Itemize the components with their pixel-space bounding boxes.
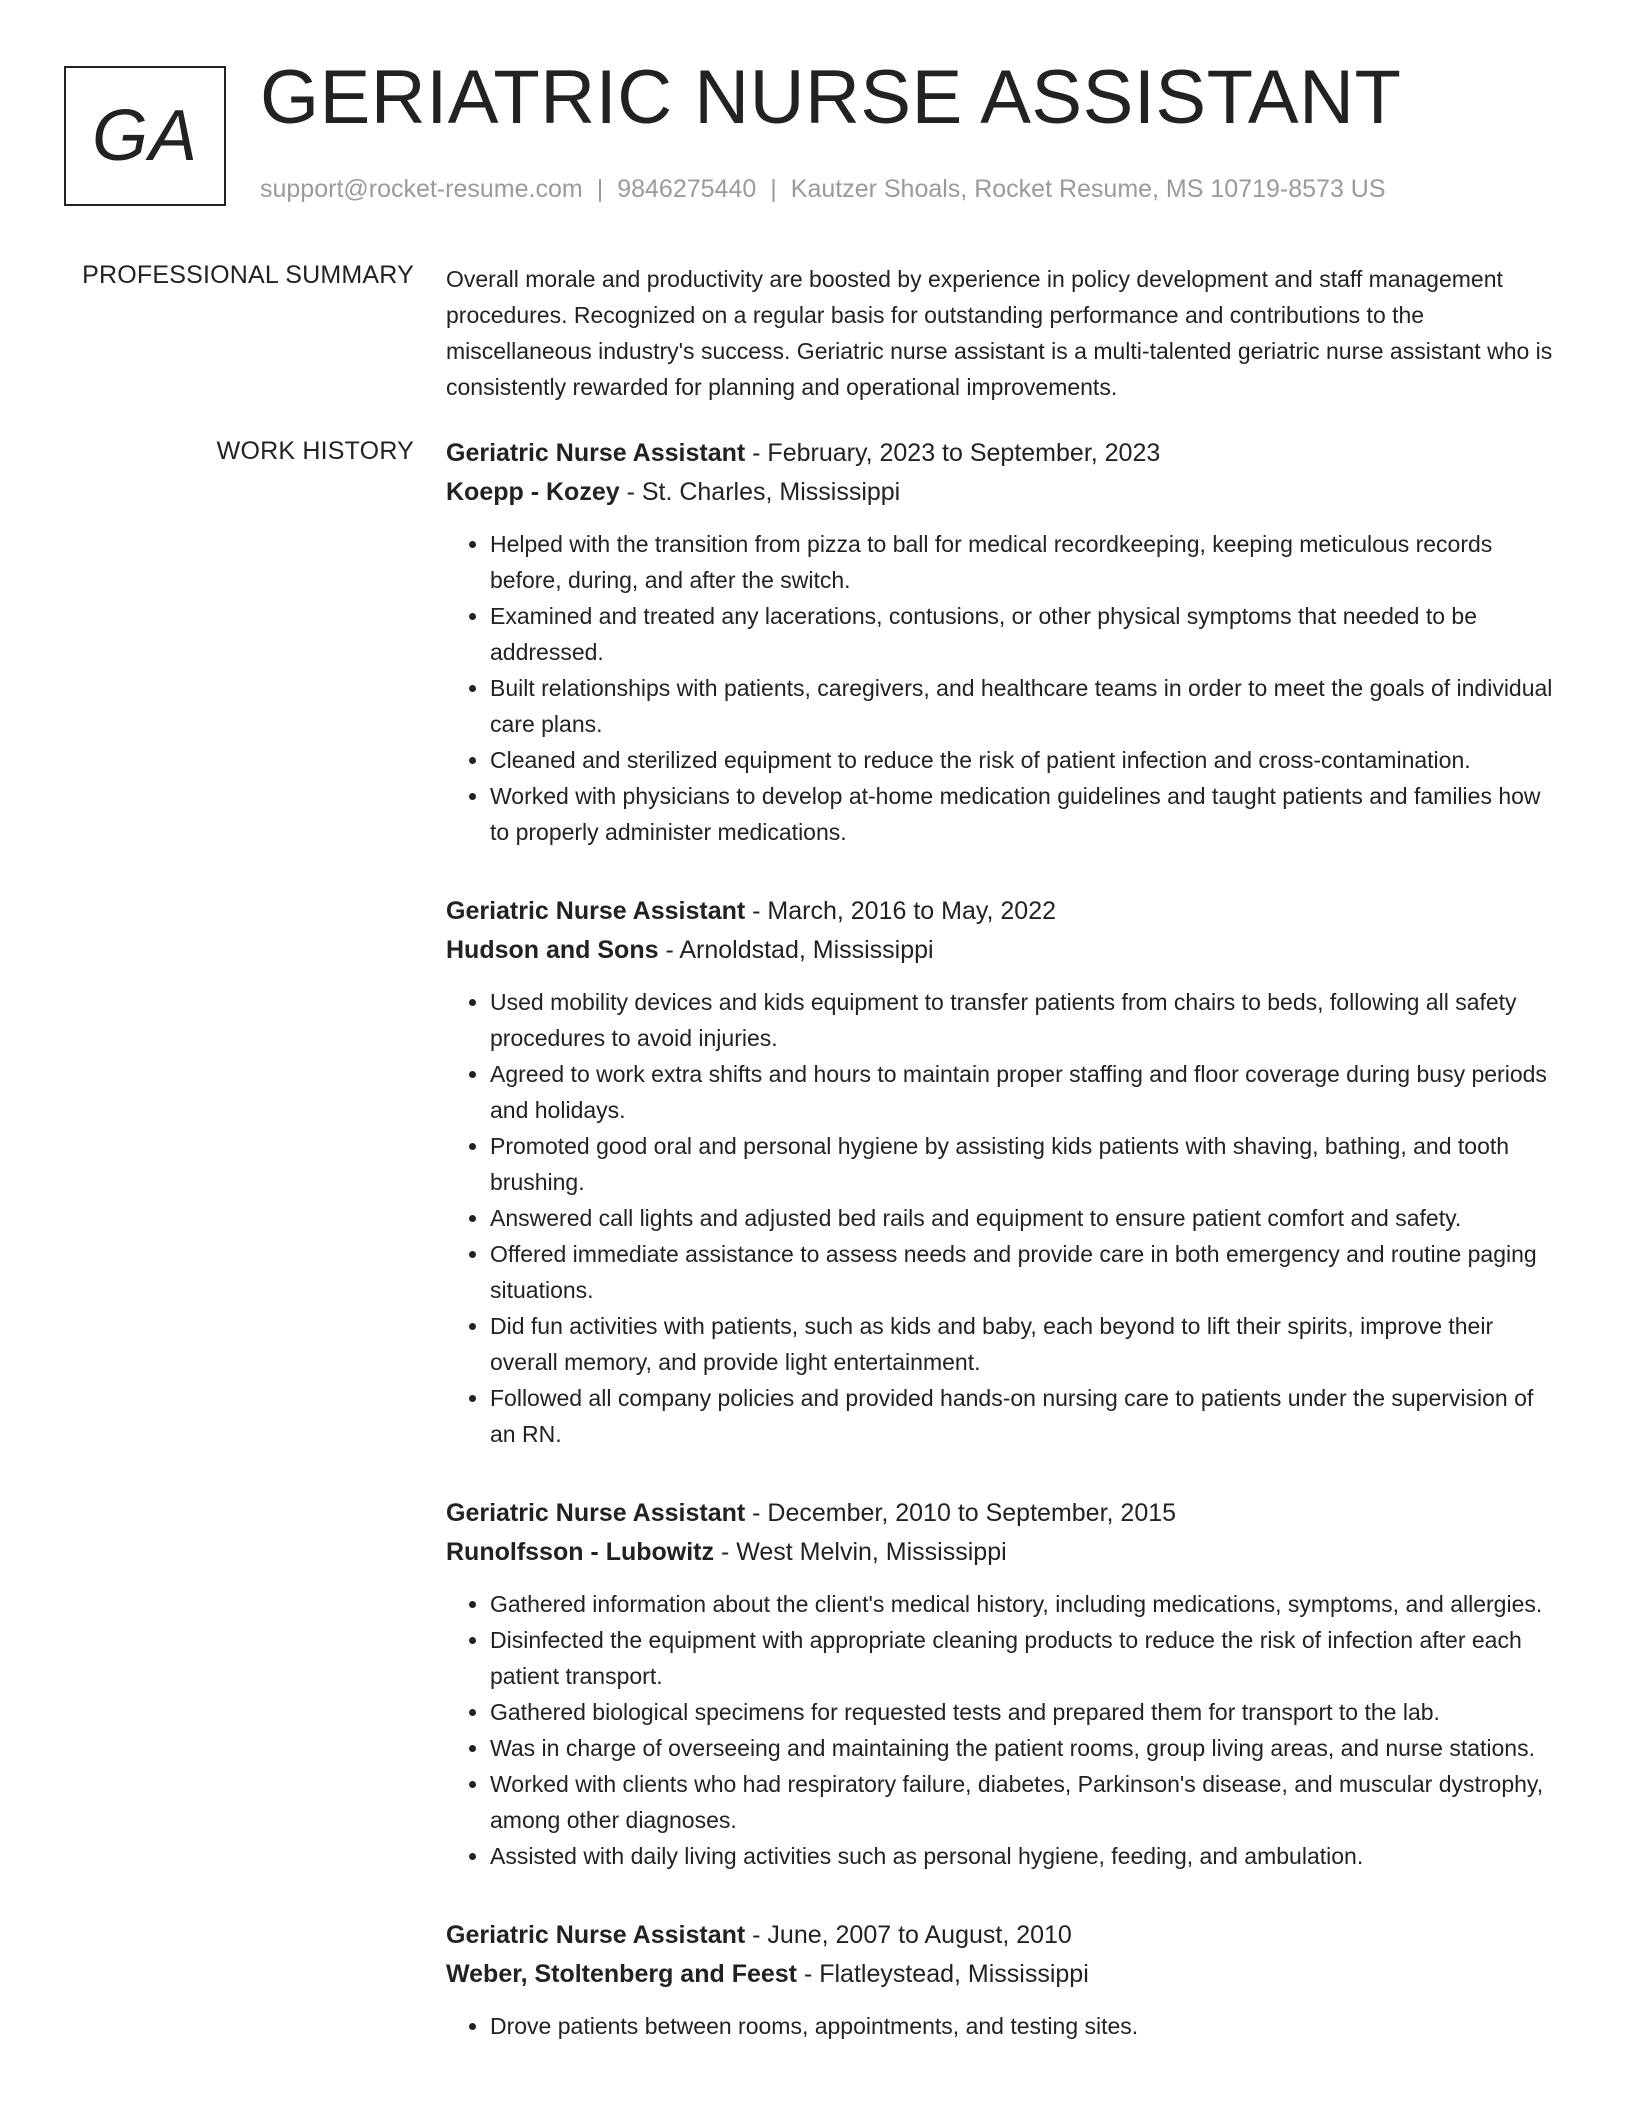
contact-email: support@rocket-resume.com bbox=[260, 175, 583, 203]
job-location: - Flatleystead, Mississippi bbox=[797, 1960, 1089, 1988]
monogram-box bbox=[64, 66, 226, 206]
job-entry bbox=[446, 434, 1562, 850]
job-title-line bbox=[446, 1916, 1562, 1955]
work-history-list bbox=[446, 434, 1562, 2086]
job-title: Geriatric Nurse Assistant bbox=[446, 439, 746, 467]
job-bullet: • Gathered biological specimens for requested tests and prepared them for transport to the lab. bbox=[490, 1694, 1562, 1730]
job-location: - West Melvin, Mississippi bbox=[714, 1538, 1007, 1566]
job-company-line bbox=[446, 1955, 1562, 1994]
job-company-line bbox=[446, 1533, 1562, 1572]
job-company: Hudson and Sons bbox=[446, 936, 659, 964]
contact-separator: | bbox=[770, 175, 777, 203]
job-title: Geriatric Nurse Assistant bbox=[446, 1499, 746, 1527]
section-label-summary: PROFESSIONAL SUMMARY bbox=[82, 261, 414, 289]
job-company-line bbox=[446, 473, 1562, 512]
job-company-line bbox=[446, 931, 1562, 970]
job-bullet: • Assisted with daily living activities such as personal hygiene, feeding, and ambulation. bbox=[490, 1838, 1562, 1874]
job-bullet: • Worked with physicians to develop at-home medication guidelines and taught patients and families how to properly administer medications. bbox=[490, 778, 1562, 850]
job-bullet-list bbox=[446, 1586, 1562, 1874]
summary-text: Overall morale and productivity are boosted by experience in policy development and staff management procedures. Recognized on a regular basis for outstanding performance and contributions to the miscellaneous industry's success. Geriatric nurse assistant is a multi-talented geriatric nurse assistant who is consistently rewarded for planning and operational improvements. bbox=[446, 266, 1553, 400]
job-company: Weber, Stoltenberg and Feest bbox=[446, 1960, 798, 1988]
job-title-line bbox=[446, 1494, 1562, 1533]
job-bullet: • Examined and treated any lacerations, contusions, or other physical symptoms that needed to be addressed. bbox=[490, 598, 1562, 670]
job-entry bbox=[446, 1916, 1562, 2044]
job-title: Geriatric Nurse Assistant bbox=[446, 897, 746, 925]
job-bullet: • Built relationships with patients, caregivers, and healthcare teams in order to meet the goals of individual care plans. bbox=[490, 670, 1562, 742]
monogram-initials: GA bbox=[91, 96, 199, 176]
resume-name: GERIATRIC NURSE ASSISTANT bbox=[260, 55, 1402, 140]
job-bullet: • Did fun activities with patients, such as kids and baby, each beyond to lift their spirits, improve their overall memory, and provide light entertainment. bbox=[490, 1308, 1562, 1380]
contact-line bbox=[260, 174, 1386, 204]
job-title: Geriatric Nurse Assistant bbox=[446, 1921, 746, 1949]
job-company: Koepp - Kozey bbox=[446, 478, 620, 506]
job-dates: - February, 2023 to September, 2023 bbox=[745, 439, 1161, 467]
job-bullet: • Agreed to work extra shifts and hours to maintain proper staffing and floor coverage during busy periods and holidays. bbox=[490, 1056, 1562, 1128]
job-dates: - June, 2007 to August, 2010 bbox=[745, 1921, 1072, 1949]
job-bullet: • Disinfected the equipment with appropriate cleaning products to reduce the risk of infection after each patient transport. bbox=[490, 1622, 1562, 1694]
job-bullet: • Used mobility devices and kids equipment to transfer patients from chairs to beds, following all safety procedures to avoid injuries. bbox=[490, 984, 1562, 1056]
job-bullet: • Was in charge of overseeing and maintaining the patient rooms, group living areas, and nurse stations. bbox=[490, 1730, 1562, 1766]
job-dates: - December, 2010 to September, 2015 bbox=[745, 1499, 1177, 1527]
job-company: Runolfsson - Lubowitz bbox=[446, 1538, 715, 1566]
job-title-line bbox=[446, 434, 1562, 473]
job-location: - St. Charles, Mississippi bbox=[619, 478, 901, 506]
contact-address: Kautzer Shoals, Rocket Resume, MS 10719-8573 US bbox=[790, 175, 1386, 203]
contact-separator: | bbox=[596, 175, 604, 203]
job-bullet: • Promoted good oral and personal hygiene by assisting kids patients with shaving, bathing, and tooth brushing. bbox=[490, 1128, 1562, 1200]
job-bullet-list bbox=[446, 526, 1562, 850]
job-bullet: • Followed all company policies and provided hands-on nursing care to patients under the supervision of an RN. bbox=[490, 1380, 1562, 1452]
job-bullet: • Worked with clients who had respiratory failure, diabetes, Parkinson's disease, and muscular dystrophy, among other diagnoses. bbox=[490, 1766, 1562, 1838]
job-bullet: • Answered call lights and adjusted bed rails and equipment to ensure patient comfort and safety. bbox=[490, 1200, 1562, 1236]
job-entry bbox=[446, 1494, 1562, 1874]
job-bullet: • Helped with the transition from pizza to ball for medical recordkeeping, keeping meticulous records before, during, and after the switch. bbox=[490, 526, 1562, 598]
job-entry bbox=[446, 892, 1562, 1452]
job-dates: - March, 2016 to May, 2022 bbox=[745, 897, 1057, 925]
job-location: - Arnoldstad, Mississippi bbox=[658, 936, 934, 964]
contact-phone: 9846275440 bbox=[617, 175, 757, 203]
job-bullet: • Gathered information about the client's medical history, including medications, symptoms, and allergies. bbox=[490, 1586, 1562, 1622]
job-bullet: • Offered immediate assistance to assess needs and provide care in both emergency and routine paging situations. bbox=[490, 1236, 1562, 1308]
job-bullet-list bbox=[446, 984, 1562, 1452]
section-label-work-history: WORK HISTORY bbox=[216, 437, 414, 465]
job-bullet: • Drove patients between rooms, appointments, and testing sites. bbox=[490, 2008, 1562, 2044]
job-bullet-list bbox=[446, 2008, 1562, 2044]
job-title-line bbox=[446, 892, 1562, 931]
job-bullet: • Cleaned and sterilized equipment to reduce the risk of patient infection and cross-contamination. bbox=[490, 742, 1562, 778]
